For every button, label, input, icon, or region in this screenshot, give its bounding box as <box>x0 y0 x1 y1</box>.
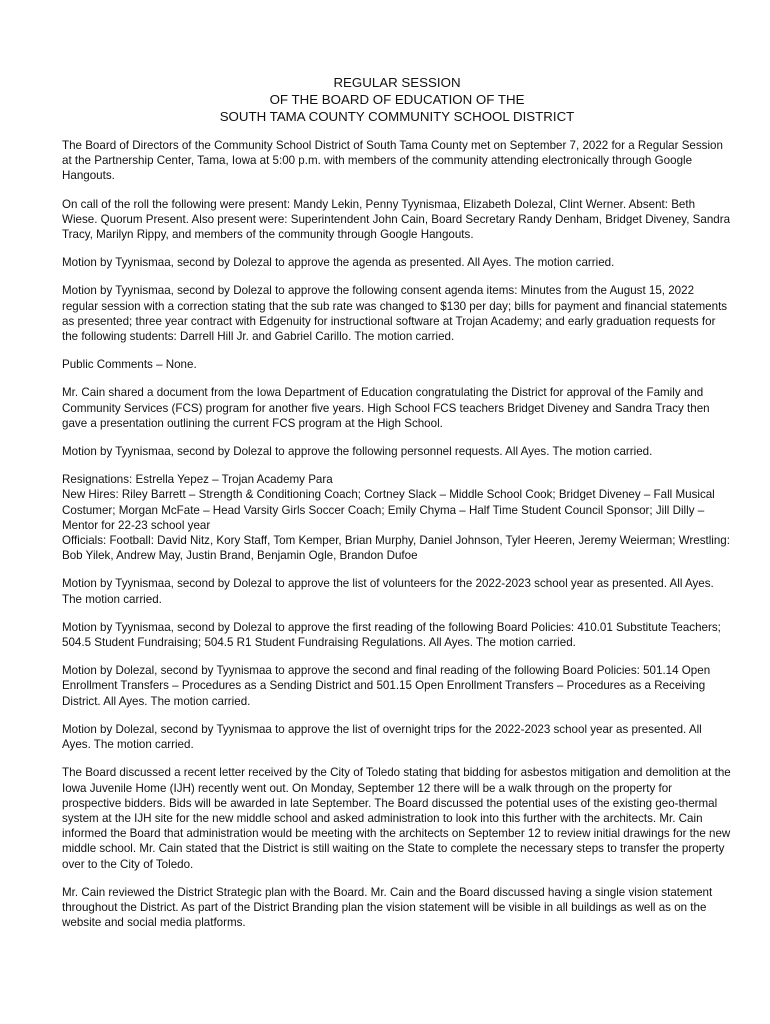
paragraph-strategic-plan: Mr. Cain reviewed the District Strategic plan with the Board. Mr. Cain and the Board discussed having a single vision statement throughout the District. As part of the District Branding plan the vision statement will be visible in all buildings as well as on the website and social media platforms. <box>62 885 713 930</box>
paragraph-second-reading-motion: Motion by Dolezal, second by Tyynismaa to approve the second and final reading of the following Board Policies: 501.14 Open Enrollment Transfers – Procedures as a Sending District and 501.15 Open Enrollment Transfers – Procedures as a Receiving District. All Ayes. The motion carried. <box>62 664 711 708</box>
paragraph-toledo-letter: The Board discussed a recent letter received by the City of Toledo stating that bidding for asbestos mitigation and demolition at the Iowa Juvenile Home (IJH) recently went out. On Monday, September 12 there will be a walk through on the property for prospective bidders. Bids will be awarded in late September. The Board discussed the potential uses of the existing geo-thermal system at the IJH site for the new middle school and asked administration to look into this further with the architects. Mr. Cain informed the Board that administration would be meeting with the architects on September 12 to review initial drawings for the new middle school. Mr. Cain stated that the District is still waiting on the State to complete the necessary steps to transfer the property over to the City of Toledo. <box>62 766 731 871</box>
title-line-3: SOUTH TAMA COUNTY COMMUNITY SCHOOL DISTRICT <box>219 109 575 124</box>
paragraph-meeting-intro: The Board of Directors of the Community School District of South Tama County met on September 7, 2022 for a Regular Session at the Partnership Center, Tama, Iowa at 5:00 p.m. with members of the community attending electronically through Google Hangouts. <box>62 139 723 183</box>
paragraph-roll-call: On call of the roll the following were present: Mandy Lekin, Penny Tyynismaa, Elizabeth Dolezal, Clint Werner. Absent: Beth Wiese. Quorum Present. Also present were: Superintendent John Cain, Board Secretary Randy Denham, Bridget Diveney, Sandra Tracy, Marilyn Rippy, and members of the community through Google Hangouts. <box>62 197 731 242</box>
personnel-list <box>62 472 732 563</box>
title-line-1: REGULAR SESSION <box>333 75 461 90</box>
paragraph-overnight-trips-motion: Motion by Dolezal, second by Tyynismaa to approve the list of overnight trips for the 2022-2023 school year as presented. All Ayes. The motion carried. <box>62 722 702 752</box>
paragraph-consent-agenda: Motion by Tyynismaa, second by Dolezal to approve the following consent agenda items: Minutes from the August 15, 2022 regular session with a correction stating that the sub rate was changed to $130 per day; bills for payment and financial statements as presented; three year contract with Edgenuity for instructional software at Trojan Academy; and early graduation requests for the following students: Darrell Hill Jr. and Gabriel Carillo. The motion carried. <box>62 284 728 344</box>
paragraph-personnel-motion: Motion by Tyynismaa, second by Dolezal to approve the following personnel requests. All Ayes. The motion carried. <box>62 445 653 459</box>
personnel-officials: Officials: Football: David Nitz, Kory Staff, Tom Kemper, Brian Murphy, Daniel Johnson, Tyler Heeren, Jeremy Weierman; Wrestling: Bob Yilek, Andrew May, Justin Brand, Benjamin Ogle, Brandon Dufoe <box>62 534 730 563</box>
personnel-new-hires: New Hires: Riley Barrett – Strength & Conditioning Coach; Cortney Slack – Middle School Cook; Bridget Diveney – Fall Musical Costumer; Morgan McFate – Head Varsity Girls Soccer Coach; Emily Chyma – Half Time Student Council Sponsor; Jill Dilly – Mentor for 22-23 school year <box>62 488 715 532</box>
personnel-resignations: Resignations: Estrella Yepez – Trojan Academy Para <box>62 473 333 487</box>
title-line-2: OF THE BOARD OF EDUCATION OF THE <box>269 92 525 107</box>
document-page <box>62 74 732 943</box>
paragraph-volunteers-motion: Motion by Tyynismaa, second by Dolezal to approve the list of volunteers for the 2022-2023 school year as presented. All Ayes. The motion carried. <box>62 577 714 606</box>
paragraph-public-comments: Public Comments – None. <box>62 358 197 372</box>
paragraph-fcs-presentation: Mr. Cain shared a document from the Iowa Department of Education congratulating the District for approval of the Family and Community Services (FCS) program for another five years. High School FCS teachers Bridget Diveney and Sandra Tracy then gave a presentation outlining the current FCS program at the High School. <box>62 386 710 430</box>
paragraph-first-reading-motion: Motion by Tyynismaa, second by Dolezal to approve the first reading of the following Board Policies: 410.01 Substitute Teachers; 504.5 Student Fundraising; 504.5 R1 Student Fundraising Regulations. All Ayes. The motion carried. <box>62 620 721 650</box>
document-title <box>62 74 732 125</box>
paragraph-agenda-motion: Motion by Tyynismaa, second by Dolezal to approve the agenda as presented. All Ayes. The motion carried. <box>62 256 615 270</box>
